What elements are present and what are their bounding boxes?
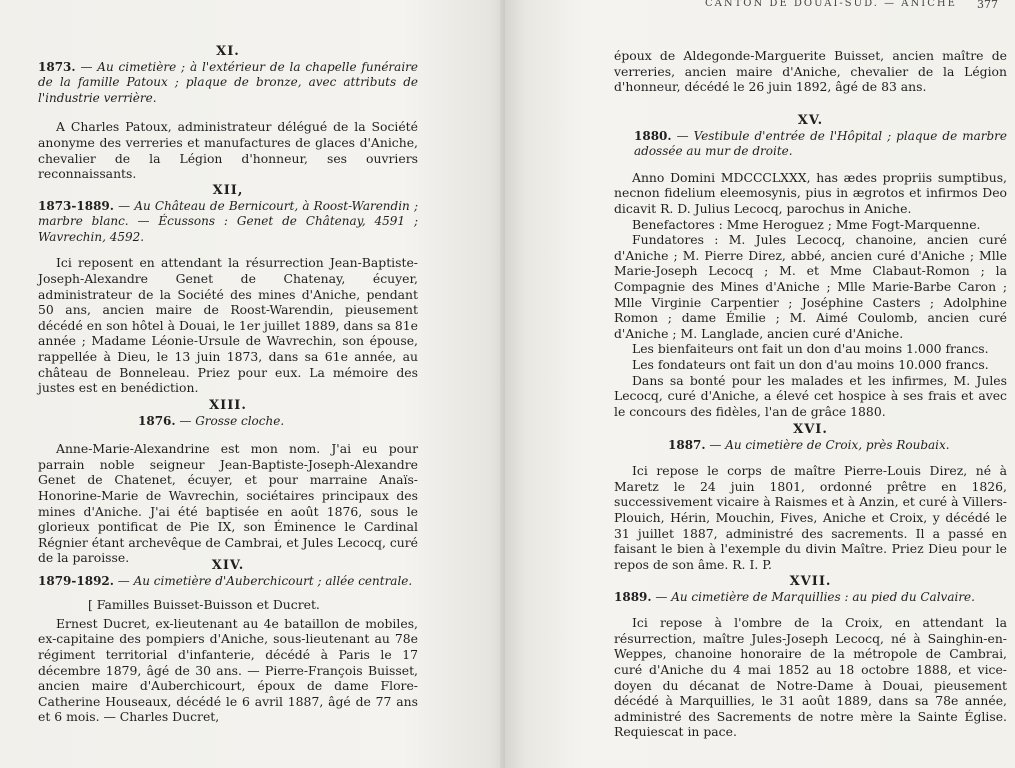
entry-caption: 1879-1892. — Au cimetière d'Auberchicourt ; allée centrale. bbox=[38, 573, 413, 588]
entry-text: Dans sa bonté pour les malades et les infirmes, M. Jules Lecocq, curé d'Aniche, a élevé cet hospice à ses frais et avec le concours des fidèles, l'an de grâce 1880. bbox=[614, 372, 1007, 419]
entry-families: [ Familles Buisset-Buisson et Ducret. bbox=[88, 597, 320, 613]
entry-number: XI. bbox=[216, 44, 240, 59]
page-number: 377 bbox=[977, 0, 998, 11]
entry-text: A Charles Patoux, administrateur délégué de la Société anonyme des verreries et manufactures de glaces d'Aniche, chevalier de la Légion d'honneur, ses ouvriers reconnaissants. bbox=[38, 119, 418, 182]
entry-date: 1889. bbox=[614, 589, 652, 604]
entry-caption: 1887. — Au cimetière de Croix, près Roubaix. bbox=[668, 437, 950, 452]
entry-text: Ici reposent en attendant la résurrection Jean-Baptiste-Joseph-Alexandre Genet de Chatenay, écuyer, administrateur de la Société des mines d'Aniche, pendant 50 ans, ancien maire de Roost-Warendin, pieusement décédé en son hôtel à Douai, le 1er juillet 1889, dans sa 81e année ; Madame Léonie-Ursule de Wavrechin, son épouse, rappellée à Dieu, le 13 juin 1873, dans sa 61e année, au château de Bonneleau. Priez pour eux. La mémoire des justes est en benédiction. bbox=[38, 255, 418, 396]
entry-caption: 1873. — Au cimetière ; à l'extérieur de la chapelle funéraire de la famille Patoux ; plaque de bronze, avec attributs de l'industrie verrière. bbox=[38, 59, 418, 105]
entry-caption: 1889. — Au cimetière de Marquillies : au pied du Calvaire. bbox=[614, 589, 975, 604]
running-head: CANTON DE DOUAI-SUD. — ANICHE bbox=[705, 0, 957, 9]
entry-number: XVII. bbox=[789, 574, 832, 589]
continuation-text: époux de Aldegonde-Marguerite Buisset, ancien maître de verreries, ancien maire d'Aniche, chevalier de la Légion d'honneur, décédé le 26 juin 1892, âgé de 83 ans. bbox=[614, 48, 1007, 95]
entry-number: XV. bbox=[797, 113, 824, 128]
entry-date: 1887. bbox=[668, 437, 706, 452]
entry-caption: 1873-1889. — Au Château de Bernicourt, à Roost-Warendin ; marbre blanc. — Écussons : Genet de Châtenay, 4591 ; Wavrechin, 4592. bbox=[38, 198, 418, 244]
entry-text: Ici repose à l'ombre de la Croix, en attendant la résurrection, maître Jules-Joseph Lecocq, né à Sainghin-en-Weppes, chanoine honoraire de la métropole de Cambrai, curé d'Aniche du 4 mai 1852 au 18 octobre 1888, et vice-doyen du décanat de Notre-Dame à Douai, pieusement décédé à Marquillies, le 31 août 1889, dans sa 78e année, administré des Sacrements de notre mère la Sainte Église. Requiescat in pace. bbox=[614, 615, 1007, 740]
entry-text: Anno Domini MDCCCLXXX, has ædes propriis sumptibus, necnon fidelium eleemosynis, pius in ægrotos et infirmos Deo dicavit R. D. Julius Lecocq, parochus in Aniche. bbox=[614, 169, 1007, 216]
entry-number: XIII. bbox=[209, 398, 247, 413]
bienfaiteurs-line: Les bienfaiteurs ont fait un don d'au moins 1.000 francs. bbox=[632, 341, 989, 357]
entry-xvi bbox=[614, 422, 1007, 572]
entry-date: 1880. bbox=[634, 128, 672, 143]
entry-xiii bbox=[38, 398, 418, 566]
entry-xi bbox=[38, 44, 418, 182]
fundatores-line: Fundatores : M. Jules Lecocq, chanoine, ancien curé d'Aniche ; M. Pierre Direz, abbé, ancien curé d'Aniche ; Mlle Marie-Joseph Lecocq ; M. et Mme Clabaut-Romon ; la Compagnie des Mines d'Aniche ; Mlle Marie-Barbe Caron ; Mlle Virginie Carpentier ; Joséphine Casters ; Adolphine Romon ; dame Émilie ; M. Aimé Coulomb, ancien curé d'Aniche ; M. Langlade, ancien curé d'Aniche. bbox=[614, 232, 1007, 341]
entry-xvii bbox=[614, 574, 1007, 740]
entry-date: 1873. bbox=[38, 59, 76, 74]
entry-xii bbox=[38, 183, 418, 396]
benefactores-line: Benefactores : Mme Heroguez ; Mme Fogt-Marquenne. bbox=[632, 216, 981, 232]
entry-caption: 1880. — Vestibule d'entrée de l'Hôpital ; plaque de marbre adossée au mur de droite. bbox=[634, 128, 1007, 159]
entry-text: Anne-Marie-Alexandrine est mon nom. J'ai eu pour parrain noble seigneur Jean-Baptiste-Joseph-Alexandre Genet de Chatenet, écuyer, et pour marraine Anaïs-Honorine-Marie de Wavrechin, sociétaires principaux des mines d'Aniche. J'ai été baptisée en août 1876, sous le glorieux pontificat de Pie IX, son Éminence le Cardinal Régnier étant archevêque de Cambrai, et Jules Lecocq, curé de la paroisse. bbox=[38, 441, 418, 566]
entry-date: 1873-1889. bbox=[38, 198, 114, 213]
entry-text: Ici repose le corps de maître Pierre-Louis Direz, né à Maretz le 24 juin 1801, ordonné prêtre en 1826, successivement vicaire à Raismes et à Anzin, et curé à Villers-Plouich, Hérin, Mouchin, Fives, Aniche et Croix, y décédé le 31 juillet 1887, administré des sacrements. Il a passé en faisant le bien à l'exemple du divin Maître. Priez Dieu pour le repos de son âme. R. I. P. bbox=[614, 463, 1007, 572]
entry-date: 1876. bbox=[138, 413, 176, 428]
continuation-block bbox=[614, 48, 1007, 95]
entry-xiv bbox=[38, 558, 418, 725]
entry-number: XIV. bbox=[211, 558, 245, 573]
entry-text: Ernest Ducret, ex-lieutenant au 4e bataillon de mobiles, ex-capitaine des pompiers d'Aniche, sous-lieutenant au 78e régiment territorial d'infanterie, décédé à Paris le 17 décembre 1879, âgé de 30 ans. — Pierre-François Buisset, ancien maire d'Auberchicourt, époux de dame Flore-Catherine Houseaux, décédé le 6 avril 1887, âgé de 77 ans et 6 mois. — Charles Ducret, bbox=[38, 615, 418, 725]
entry-xv bbox=[614, 113, 1007, 419]
right-page bbox=[505, 0, 1015, 768]
fondateurs-line: Les fondateurs ont fait un don d'au moins 10.000 francs. bbox=[632, 356, 989, 372]
entry-caption: 1876. — Grosse cloche. bbox=[138, 413, 285, 428]
entry-number: XII, bbox=[212, 183, 244, 198]
entry-date: 1879-1892. bbox=[38, 573, 114, 588]
entry-number: XVI. bbox=[793, 422, 828, 437]
left-page bbox=[0, 0, 505, 768]
